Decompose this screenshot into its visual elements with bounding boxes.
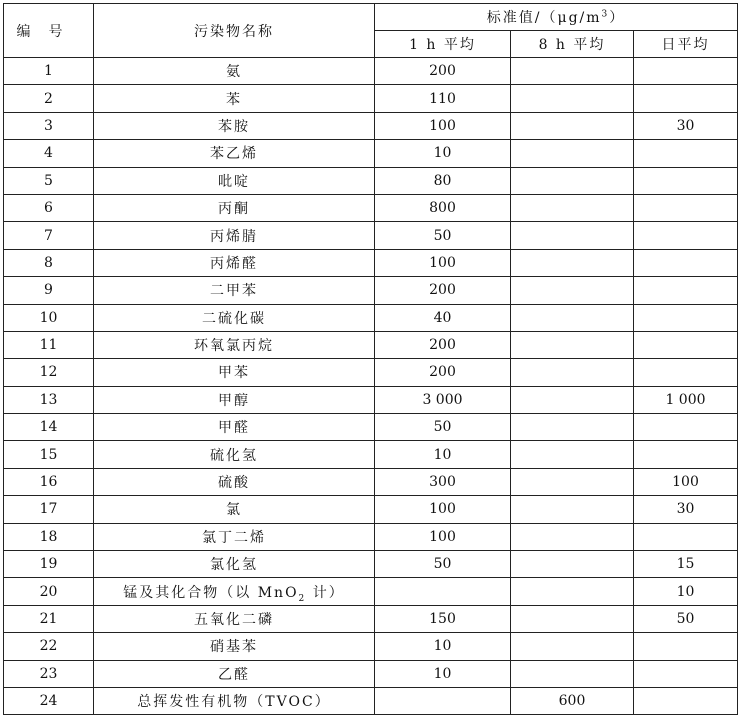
table-row [4,167,738,194]
cell-pollutant-name: 五氧化二磷 [94,605,375,632]
cell-pollutant-name: 二甲苯 [94,277,375,304]
cell-daily-average [634,140,738,167]
cell-number: 3 [4,112,94,139]
table-row [4,112,738,139]
cell-8h-average [511,249,634,276]
cell-pollutant-name: 苯胺 [94,112,375,139]
cell-daily-average [634,441,738,468]
cell-number: 23 [4,660,94,687]
cell-pollutant-name: 氯化氢 [94,551,375,578]
cell-1h-average: 100 [375,112,511,139]
cell-daily-average [634,167,738,194]
cell-8h-average [511,304,634,331]
table-body [4,58,738,715]
cell-8h-average [511,578,634,605]
cell-8h-average [511,633,634,660]
table-row [4,194,738,221]
table-row [4,605,738,632]
cell-daily-average [634,359,738,386]
cell-pollutant-name: 苯 [94,85,375,112]
cell-1h-average: 100 [375,523,511,550]
cell-pollutant-name: 硫酸 [94,468,375,495]
cell-1h-average: 10 [375,140,511,167]
table-row [4,140,738,167]
cell-pollutant-name: 丙烯腈 [94,222,375,249]
cell-number: 17 [4,496,94,523]
table-row [4,660,738,687]
cell-number: 12 [4,359,94,386]
cell-1h-average: 200 [375,359,511,386]
cell-number: 18 [4,523,94,550]
cell-pollutant-name: 丙烯醛 [94,249,375,276]
cell-pollutant-name: 环氧氯丙烷 [94,331,375,358]
cell-8h-average [511,112,634,139]
cell-1h-average: 50 [375,551,511,578]
cell-number: 24 [4,687,94,714]
table-row [4,468,738,495]
cell-1h-average: 200 [375,58,511,85]
cell-8h-average [511,58,634,85]
cell-number: 22 [4,633,94,660]
cell-daily-average [634,331,738,358]
cell-number: 1 [4,58,94,85]
cell-1h-average: 10 [375,633,511,660]
cell-pollutant-name: 硫化氢 [94,441,375,468]
cell-1h-average: 200 [375,277,511,304]
cell-1h-average: 200 [375,331,511,358]
cell-number: 15 [4,441,94,468]
cell-1h-average: 800 [375,194,511,221]
name-subscript: 2 [298,593,307,604]
table-row [4,58,738,85]
cell-daily-average: 10 [634,578,738,605]
cell-number: 8 [4,249,94,276]
cell-pollutant-name: 氯丁二烯 [94,523,375,550]
table-row [4,441,738,468]
header-standard-suffix: ） [609,10,626,26]
table-row [4,85,738,112]
cell-1h-average [375,578,511,605]
cell-8h-average [511,140,634,167]
cell-pollutant-name: 甲苯 [94,359,375,386]
table-row [4,687,738,714]
cell-number: 20 [4,578,94,605]
pollutant-standards-table [3,3,738,715]
cell-1h-average: 110 [375,85,511,112]
cell-pollutant-name [94,578,375,605]
name-suffix: 计） [306,584,345,601]
cell-daily-average [634,222,738,249]
cell-8h-average [511,605,634,632]
cell-1h-average: 100 [375,496,511,523]
cell-pollutant-name: 丙酮 [94,194,375,221]
cell-number: 6 [4,194,94,221]
header-1h-average: 1 h 平均 [375,31,511,58]
cell-pollutant-name: 甲醛 [94,414,375,441]
cell-8h-average [511,277,634,304]
cell-pollutant-name: 甲醇 [94,386,375,413]
cell-8h-average [511,523,634,550]
table-row [4,331,738,358]
cell-daily-average: 15 [634,551,738,578]
cell-1h-average: 3 000 [375,386,511,413]
cell-daily-average [634,249,738,276]
cell-number: 2 [4,85,94,112]
cell-8h-average [511,331,634,358]
cell-daily-average: 30 [634,496,738,523]
header-daily-average: 日平均 [634,31,738,58]
cell-1h-average [375,687,511,714]
cell-daily-average [634,194,738,221]
cell-daily-average [634,660,738,687]
table-row [4,551,738,578]
table-row [4,633,738,660]
cell-daily-average [634,277,738,304]
table-row [4,496,738,523]
cell-pollutant-name: 二硫化碳 [94,304,375,331]
cell-8h-average: 600 [511,687,634,714]
cell-number: 21 [4,605,94,632]
cell-daily-average [634,304,738,331]
cell-number: 7 [4,222,94,249]
table-row [4,578,738,605]
cell-8h-average [511,386,634,413]
cell-daily-average: 50 [634,605,738,632]
cell-number: 9 [4,277,94,304]
cell-pollutant-name: 总挥发性有机物（TVOC） [94,687,375,714]
cell-daily-average: 1 000 [634,386,738,413]
table-row [4,249,738,276]
cell-number: 5 [4,167,94,194]
cell-8h-average [511,359,634,386]
cell-8h-average [511,496,634,523]
cell-pollutant-name: 苯乙烯 [94,140,375,167]
header-8h-average: 8 h 平均 [511,31,634,58]
table-row [4,222,738,249]
cell-number: 13 [4,386,94,413]
cell-1h-average: 80 [375,167,511,194]
cell-number: 14 [4,414,94,441]
header-pollutant-name: 污染物名称 [94,4,375,58]
cell-8h-average [511,85,634,112]
header-standard-prefix: 标准值/（μg/m [486,10,602,26]
cell-1h-average: 50 [375,222,511,249]
cell-number: 4 [4,140,94,167]
cell-8h-average [511,222,634,249]
cell-number: 19 [4,551,94,578]
cell-8h-average [511,194,634,221]
header-number: 编号 [4,4,94,58]
cell-daily-average [634,58,738,85]
cell-daily-average: 100 [634,468,738,495]
cell-pollutant-name: 氯 [94,496,375,523]
cell-number: 11 [4,331,94,358]
cell-1h-average: 10 [375,441,511,468]
cell-number: 16 [4,468,94,495]
cell-1h-average: 10 [375,660,511,687]
table-row [4,304,738,331]
cell-number: 10 [4,304,94,331]
cell-pollutant-name: 硝基苯 [94,633,375,660]
cell-8h-average [511,468,634,495]
cell-daily-average [634,414,738,441]
cell-1h-average: 300 [375,468,511,495]
table-row [4,414,738,441]
cell-daily-average [634,85,738,112]
cell-daily-average [634,687,738,714]
cell-daily-average [634,633,738,660]
table-row [4,359,738,386]
cell-daily-average [634,523,738,550]
cell-8h-average [511,441,634,468]
cell-8h-average [511,167,634,194]
cell-1h-average: 150 [375,605,511,632]
cell-1h-average: 100 [375,249,511,276]
cell-pollutant-name: 氨 [94,58,375,85]
cell-pollutant-name: 吡啶 [94,167,375,194]
cell-8h-average [511,660,634,687]
cell-daily-average: 30 [634,112,738,139]
header-standard-value [375,4,738,31]
cell-1h-average: 50 [375,414,511,441]
table-row [4,523,738,550]
table-row [4,277,738,304]
cell-pollutant-name: 乙醛 [94,660,375,687]
cell-8h-average [511,551,634,578]
name-prefix: 锰及其化合物（以 MnO [123,584,299,601]
cell-8h-average [511,414,634,441]
table-row [4,386,738,413]
header-standard-sup: 3 [601,9,610,20]
cell-1h-average: 40 [375,304,511,331]
